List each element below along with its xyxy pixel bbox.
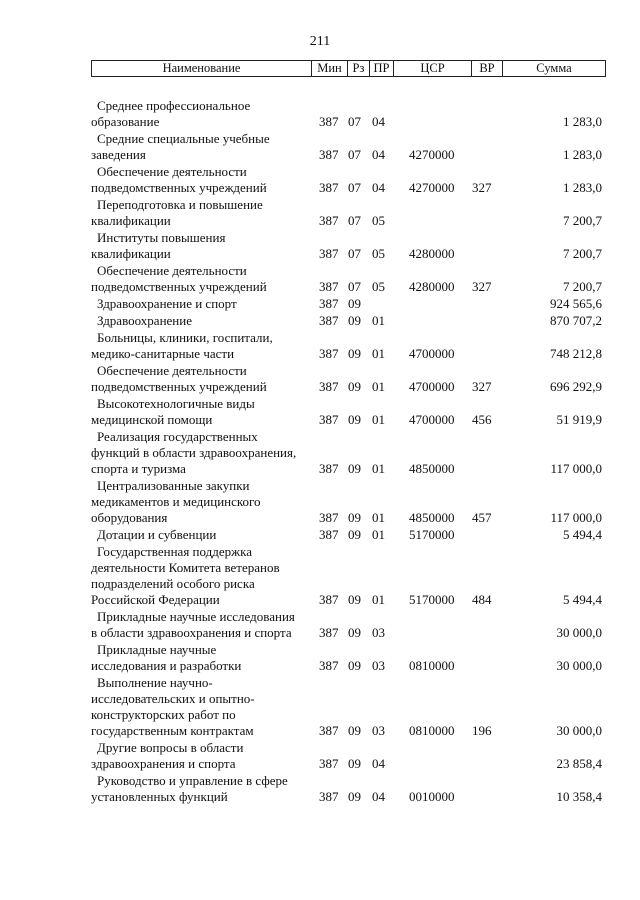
row-name-line: подведомственных учреждений [91, 279, 267, 294]
cell-csr: 4850000 [409, 510, 455, 525]
table-row [91, 164, 606, 196]
cell-sum: 117 000,0 [550, 461, 602, 476]
cell-csr: 5170000 [409, 592, 455, 607]
cell-vr: 196 [472, 723, 492, 738]
cell-pr: 01 [372, 461, 385, 476]
row-name-line: функций в области здравоохранения, [91, 445, 297, 460]
row-name-line: Государственная поддержка [97, 544, 253, 559]
table-row [91, 230, 606, 262]
row-name [91, 609, 313, 641]
cell-pr: 04 [372, 147, 385, 162]
row-name-line: подведомственных учреждений [91, 379, 267, 394]
cell-pr: 01 [372, 527, 385, 542]
cell-csr: 4270000 [409, 147, 455, 162]
row-name-line: установленных функций [91, 789, 228, 804]
row-name-line: Институты повышения [97, 230, 226, 245]
cell-rz: 09 [348, 313, 361, 328]
row-name [91, 642, 313, 674]
cell-sum: 23 858,4 [556, 756, 602, 771]
header-csr: ЦСР [394, 61, 472, 76]
row-name [91, 263, 313, 295]
cell-min: 387 [319, 723, 339, 738]
row-name-line: Здравоохранение [97, 313, 192, 328]
table-row [91, 263, 606, 295]
cell-min: 387 [319, 510, 339, 525]
cell-min: 387 [319, 346, 339, 361]
cell-min: 387 [319, 461, 339, 476]
cell-pr: 03 [372, 625, 385, 640]
cell-rz: 09 [348, 296, 361, 311]
cell-min: 387 [319, 592, 339, 607]
cell-sum: 748 212,8 [550, 346, 602, 361]
row-name [91, 740, 313, 772]
cell-csr: 0010000 [409, 789, 455, 804]
row-name [91, 675, 313, 739]
header-min: Мин [312, 61, 348, 76]
cell-rz: 09 [348, 756, 361, 771]
row-name-line: образование [91, 114, 160, 129]
cell-sum: 30 000,0 [556, 723, 602, 738]
row-name [91, 164, 313, 196]
header-sum: Сумма [536, 61, 572, 75]
cell-csr: 4280000 [409, 279, 455, 294]
cell-csr: 4280000 [409, 246, 455, 261]
row-name-line: в области здравоохранения и спорта [91, 625, 292, 640]
row-name-line: Дотации и субвенции [97, 527, 217, 542]
cell-vr: 327 [472, 279, 492, 294]
cell-pr: 05 [372, 279, 385, 294]
row-name-line: Среднее профессиональное [97, 98, 251, 113]
cell-pr: 04 [372, 756, 385, 771]
cell-csr: 4700000 [409, 379, 455, 394]
cell-sum: 7 200,7 [563, 213, 602, 228]
cell-rz: 09 [348, 789, 361, 804]
cell-pr: 01 [372, 412, 385, 427]
cell-pr: 04 [372, 789, 385, 804]
cell-rz: 09 [348, 527, 361, 542]
cell-min: 387 [319, 658, 339, 673]
table-row [91, 197, 606, 229]
cell-csr: 4270000 [409, 180, 455, 195]
row-name-line: медико-санитарные части [91, 346, 235, 361]
table-row [91, 609, 606, 641]
cell-rz: 09 [348, 461, 361, 476]
cell-rz: 07 [348, 213, 361, 228]
row-name-line: Обеспечение деятельности [97, 164, 247, 179]
table-row [91, 313, 606, 329]
cell-rz: 09 [348, 346, 361, 361]
cell-csr: 4700000 [409, 412, 455, 427]
table-body [91, 98, 606, 806]
cell-csr: 0810000 [409, 658, 455, 673]
row-name [91, 544, 313, 608]
row-name [91, 396, 313, 428]
cell-vr: 456 [472, 412, 492, 427]
cell-pr: 05 [372, 213, 385, 228]
row-name [91, 527, 313, 543]
cell-pr: 04 [372, 114, 385, 129]
cell-sum: 1 283,0 [563, 180, 602, 195]
cell-rz: 09 [348, 658, 361, 673]
cell-csr: 5170000 [409, 527, 455, 542]
row-name-line: подразделений особого риска [91, 576, 255, 591]
cell-pr: 04 [372, 180, 385, 195]
table-header [91, 60, 606, 77]
cell-csr: 4700000 [409, 346, 455, 361]
row-name [91, 131, 313, 163]
table-row [91, 363, 606, 395]
row-name [91, 429, 313, 477]
row-name-line: конструкторских работ по [91, 707, 236, 722]
page-number: 211 [309, 34, 331, 49]
cell-min: 387 [319, 296, 339, 311]
row-name-line: Переподготовка и повышение [97, 197, 263, 212]
header-pr: ПР [370, 61, 394, 76]
cell-sum: 5 494,4 [563, 527, 602, 542]
row-name-line: Прикладные научные [97, 642, 217, 657]
cell-vr: 327 [472, 180, 492, 195]
cell-rz: 07 [348, 114, 361, 129]
row-name [91, 363, 313, 395]
cell-pr: 01 [372, 346, 385, 361]
cell-rz: 09 [348, 592, 361, 607]
cell-min: 387 [319, 180, 339, 195]
cell-csr: 0810000 [409, 723, 455, 738]
row-name-line: государственным контрактам [91, 723, 254, 738]
cell-min: 387 [319, 379, 339, 394]
row-name-line: Здравоохранение и спорт [97, 296, 237, 311]
cell-sum: 7 200,7 [563, 279, 602, 294]
cell-sum: 30 000,0 [556, 625, 602, 640]
table-row [91, 675, 606, 739]
cell-min: 387 [319, 412, 339, 427]
table-row [91, 740, 606, 772]
table-row [91, 330, 606, 362]
cell-sum: 30 000,0 [556, 658, 602, 673]
cell-min: 387 [319, 756, 339, 771]
row-name-line: оборудования [91, 510, 168, 525]
row-name-line: Российской Федерации [91, 592, 220, 607]
row-name-line: Реализация государственных [97, 429, 258, 444]
table-row [91, 296, 606, 312]
cell-sum: 5 494,4 [563, 592, 602, 607]
cell-vr: 484 [472, 592, 492, 607]
cell-rz: 09 [348, 723, 361, 738]
table-row [91, 429, 606, 477]
row-name [91, 773, 313, 805]
cell-vr: 457 [472, 510, 492, 525]
table-row [91, 773, 606, 805]
cell-rz: 09 [348, 625, 361, 640]
cell-sum: 1 283,0 [563, 147, 602, 162]
row-name [91, 98, 313, 130]
cell-rz: 07 [348, 246, 361, 261]
cell-pr: 01 [372, 592, 385, 607]
row-name-line: Обеспечение деятельности [97, 263, 247, 278]
table-row [91, 544, 606, 608]
cell-min: 387 [319, 147, 339, 162]
cell-sum: 51 919,9 [556, 412, 602, 427]
cell-pr: 01 [372, 510, 385, 525]
cell-sum: 117 000,0 [550, 510, 602, 525]
row-name [91, 197, 313, 229]
table-row [91, 527, 606, 543]
table-row [91, 642, 606, 674]
table-row [91, 131, 606, 163]
cell-csr: 4850000 [409, 461, 455, 476]
cell-pr: 01 [372, 313, 385, 328]
cell-rz: 09 [348, 510, 361, 525]
cell-min: 387 [319, 213, 339, 228]
cell-rz: 07 [348, 147, 361, 162]
row-name-line: медикаментов и медицинского [91, 494, 261, 509]
header-rz: Рз [348, 61, 370, 76]
row-name-line: Средние специальные учебные [97, 131, 270, 146]
cell-rz: 09 [348, 412, 361, 427]
cell-sum: 696 292,9 [550, 379, 602, 394]
row-name-line: подведомственных учреждений [91, 180, 267, 195]
cell-min: 387 [319, 279, 339, 294]
table-row [91, 478, 606, 526]
cell-min: 387 [319, 625, 339, 640]
row-name-line: Больницы, клиники, госпитали, [97, 330, 273, 345]
header-vr: ВР [472, 61, 503, 76]
row-name-line: Прикладные научные исследования [97, 609, 295, 624]
row-name-line: Руководство и управление в сфере [97, 773, 288, 788]
cell-min: 387 [319, 246, 339, 261]
row-name-line: исследовательских и опытно- [91, 691, 255, 706]
table-row [91, 396, 606, 428]
cell-sum: 1 283,0 [563, 114, 602, 129]
row-name-line: деятельности Комитета ветеранов [91, 560, 280, 575]
cell-rz: 07 [348, 180, 361, 195]
cell-min: 387 [319, 527, 339, 542]
row-name-line: Другие вопросы в области [97, 740, 244, 755]
cell-min: 387 [319, 313, 339, 328]
cell-pr: 03 [372, 658, 385, 673]
header-name: Наименование [92, 61, 312, 76]
row-name [91, 296, 313, 312]
row-name [91, 313, 313, 329]
row-name-line: Выполнение научно- [97, 675, 213, 690]
row-name-line: Обеспечение деятельности [97, 363, 247, 378]
cell-pr: 05 [372, 246, 385, 261]
row-name [91, 330, 313, 362]
cell-sum: 870 707,2 [550, 313, 602, 328]
row-name-line: квалификации [91, 213, 171, 228]
cell-sum: 924 565,6 [550, 296, 602, 311]
row-name-line: Высокотехнологичные виды [97, 396, 255, 411]
row-name [91, 230, 313, 262]
row-name [91, 478, 313, 526]
cell-min: 387 [319, 789, 339, 804]
row-name-line: спорта и туризма [91, 461, 186, 476]
cell-rz: 09 [348, 379, 361, 394]
cell-pr: 03 [372, 723, 385, 738]
row-name-line: квалификации [91, 246, 171, 261]
row-name-line: медицинской помощи [91, 412, 213, 427]
table-row [91, 98, 606, 130]
cell-min: 387 [319, 114, 339, 129]
cell-sum: 7 200,7 [563, 246, 602, 261]
cell-sum: 10 358,4 [556, 789, 602, 804]
row-name-line: исследования и разработки [91, 658, 242, 673]
row-name-line: заведения [91, 147, 146, 162]
cell-vr: 327 [472, 379, 492, 394]
row-name-line: Централизованные закупки [97, 478, 250, 493]
row-name-line: здравоохранения и спорта [91, 756, 236, 771]
cell-pr: 01 [372, 379, 385, 394]
cell-rz: 07 [348, 279, 361, 294]
